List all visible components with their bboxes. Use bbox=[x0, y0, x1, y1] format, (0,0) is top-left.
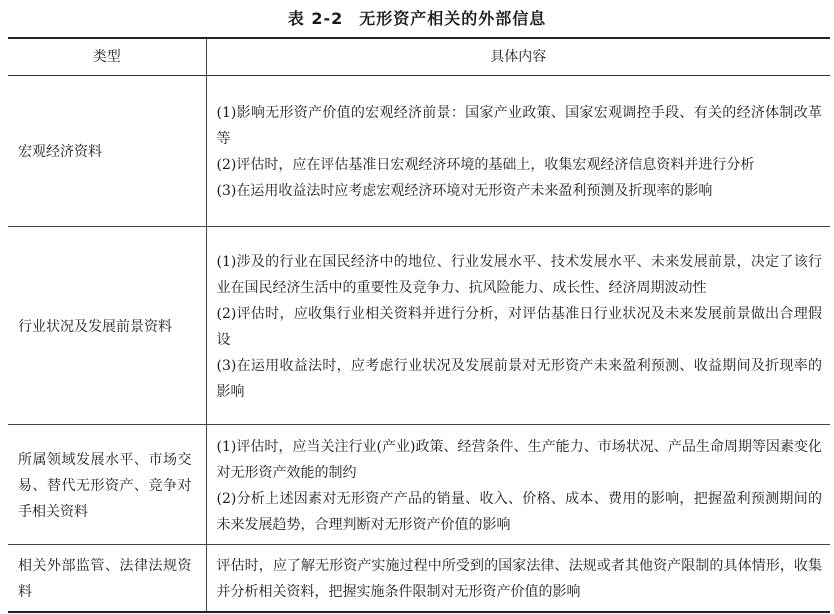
content-item: (1)涉及的行业在国民经济中的地位、行业发展水平、技术发展水平、未来发展前景，决定了该行业在国民经济生活中的重要性及竞争力、抗风险能力、成长性、经济周期波动性 bbox=[216, 253, 822, 296]
header-row bbox=[8, 38, 830, 76]
table-caption bbox=[0, 6, 834, 29]
content-item: (2)分析上述因素对无形资产产品的销量、收入、价格、成本、费用的影响，把握盈利预测期间的未来发展趋势，合理判断对无形资产价值的影响 bbox=[216, 490, 822, 533]
content-item: (2)评估时，应收集行业相关资料并进行分析，对评估基准日行业状况及未来发展前景做出合理假设 bbox=[216, 305, 822, 348]
info-table bbox=[8, 37, 830, 613]
row-type: 相关外部监管、法律法规资料 bbox=[18, 557, 192, 600]
content-item: (1)影响无形资产价值的宏观经济前景：国家产业政策、国家宏观调控手段、有关的经济体制改革等 bbox=[216, 105, 822, 147]
table-row bbox=[8, 545, 830, 612]
row-type: 行业状况及发展前景资料 bbox=[18, 318, 172, 335]
content-item: (3)在运用收益法时应考虑宏观经济环境对无形资产未来盈利预测及折现率的影响 bbox=[216, 183, 713, 199]
table-row bbox=[8, 227, 830, 425]
table-row bbox=[8, 76, 830, 227]
table-title: 无形资产相关的外部信息 bbox=[359, 9, 547, 28]
table-row bbox=[8, 425, 830, 545]
table-number: 表 2-2 bbox=[287, 9, 344, 28]
content-item: (1)评估时，应当关注行业(产业)政策、经营条件、生产能力、市场状况、产品生命周期等因素变化对无形资产效能的制约 bbox=[216, 438, 822, 481]
row-content bbox=[206, 425, 830, 545]
header-type: 类型 bbox=[92, 49, 121, 65]
content-item: (3)在运用收益法时，应考虑行业状况及发展前景对无形资产未来盈利预测、收益期间及折现率的影响 bbox=[216, 357, 822, 400]
row-content bbox=[206, 76, 830, 227]
header-content: 具体内容 bbox=[206, 38, 830, 76]
row-content bbox=[206, 227, 830, 425]
content-item: 评估时，应了解无形资产实施过程中所受到的国家法律、法规或者其他资产限制的具体情形，收集并分析相关资料，把握实施条件限制对无形资产价值的影响 bbox=[216, 557, 822, 600]
row-type: 所属领域发展水平、市场交易、替代无形资产、竞争对手相关资料 bbox=[18, 451, 192, 520]
row-type: 宏观经济资料 bbox=[18, 144, 102, 160]
row-content bbox=[206, 545, 830, 612]
content-item: (2)评估时，应在评估基准日宏观经济环境的基础上，收集宏观经济信息资料并进行分析 bbox=[216, 157, 755, 173]
